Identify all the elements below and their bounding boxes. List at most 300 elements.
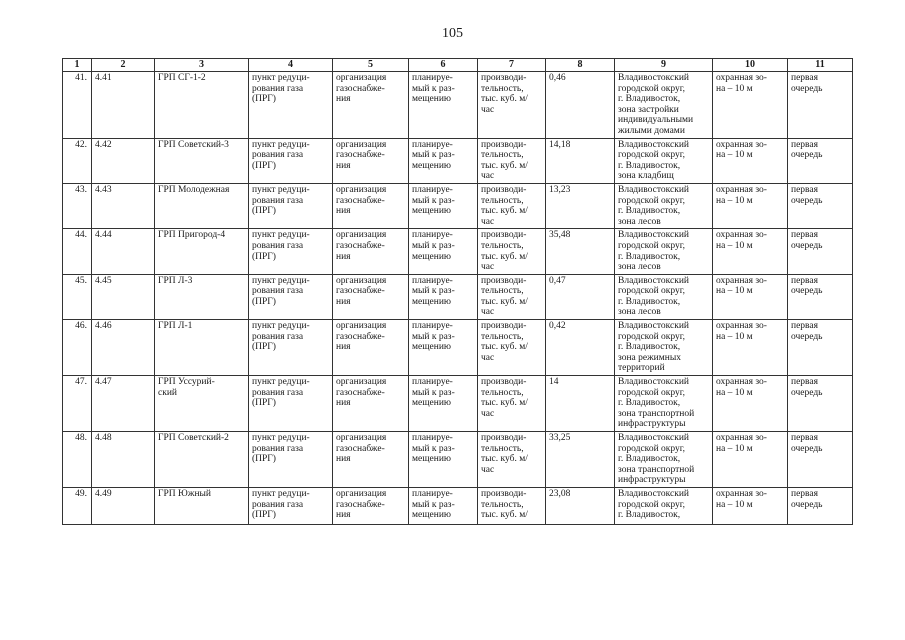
status-text: планируе- xyxy=(412,139,453,150)
location-text: городской округ, xyxy=(618,387,685,398)
object-type-text: (ПРГ) xyxy=(252,206,276,217)
status-cell xyxy=(409,138,478,183)
status-text: мый к раз- xyxy=(412,240,455,251)
purpose-text: ния xyxy=(336,296,351,307)
location-text: городской округ, xyxy=(618,443,685,454)
object-type-cell xyxy=(249,138,333,183)
phase-text: первая xyxy=(791,433,818,443)
characteristic-text: производи- xyxy=(481,377,527,388)
status-text: планируе- xyxy=(412,433,453,443)
object-name-cell xyxy=(155,376,249,432)
status-text: мещению xyxy=(412,94,452,105)
object-code-cell: 4.49 xyxy=(92,487,155,524)
location-cell xyxy=(615,72,713,139)
location-cell xyxy=(615,138,713,183)
object-type-text: (ПРГ) xyxy=(252,398,276,409)
capacity-value-cell: 13,23 xyxy=(546,183,615,228)
status-cell xyxy=(409,183,478,228)
characteristic-text: производи- xyxy=(481,73,527,83)
zone-text: на – 10 м xyxy=(716,443,753,454)
phase-text: очередь xyxy=(791,150,823,161)
status-text: планируе- xyxy=(412,321,453,332)
object-type-text: (ПРГ) xyxy=(252,510,276,521)
capacity-value-cell: 35,48 xyxy=(546,229,615,274)
location-text: г. Владивосток, xyxy=(618,296,681,307)
location-text: зона транспортной xyxy=(618,408,695,419)
location-cell xyxy=(615,229,713,274)
location-text: индивидуальными xyxy=(618,115,694,126)
location-text: зона режимных xyxy=(618,352,681,363)
characteristic-cell xyxy=(478,432,546,488)
row-number-cell: 48. xyxy=(63,432,92,488)
header-row xyxy=(63,59,853,72)
characteristic-text: производи- xyxy=(481,433,527,443)
characteristic-text: час xyxy=(481,262,495,273)
zone-text: на – 10 м xyxy=(716,331,753,342)
characteristic-text: тельность, xyxy=(481,443,524,454)
phase-text: очередь xyxy=(791,83,823,94)
purpose-text: организация xyxy=(336,139,387,150)
zone-text: охранная зо- xyxy=(716,321,767,332)
zone-text: охранная зо- xyxy=(716,377,767,388)
row-number-cell: 46. xyxy=(63,320,92,376)
status-cell xyxy=(409,376,478,432)
table-row xyxy=(63,72,853,139)
object-type-text: рования газа xyxy=(252,331,304,342)
status-text: мый к раз- xyxy=(412,195,455,206)
object-type-text: рования газа xyxy=(252,150,304,161)
zone-text: на – 10 м xyxy=(716,83,753,94)
characteristic-text: тыс. куб. м/ xyxy=(481,342,528,353)
object-type-text: пункт редуци- xyxy=(252,139,310,150)
zone-text: на – 10 м xyxy=(716,150,753,161)
phase-text: первая xyxy=(791,139,818,150)
characteristic-cell xyxy=(478,376,546,432)
purpose-cell xyxy=(333,274,409,319)
table-row xyxy=(63,183,853,228)
capacity-value-cell: 23,08 xyxy=(546,487,615,524)
zone-cell xyxy=(713,72,788,139)
characteristic-text: производи- xyxy=(481,230,527,241)
object-name-text: ГРП Советский-2 xyxy=(158,433,229,443)
purpose-text: организация xyxy=(336,377,387,388)
characteristic-text: час xyxy=(481,216,495,227)
purpose-text: организация xyxy=(336,230,387,241)
purpose-text: ния xyxy=(336,206,351,217)
location-text: г. Владивосток, xyxy=(618,510,681,521)
phase-cell xyxy=(788,432,853,488)
row-number-cell: 49. xyxy=(63,487,92,524)
characteristic-text: тыс. куб. м/ xyxy=(481,251,528,262)
zone-text: на – 10 м xyxy=(716,240,753,251)
object-code-cell: 4.46 xyxy=(92,320,155,376)
object-type-cell xyxy=(249,487,333,524)
status-text: планируе- xyxy=(412,184,453,195)
object-code-cell: 4.41 xyxy=(92,72,155,139)
zone-text: охранная зо- xyxy=(716,73,767,83)
location-text: городской округ, xyxy=(618,499,685,510)
status-text: мещению xyxy=(412,342,452,353)
zone-text: на – 10 м xyxy=(716,195,753,206)
object-name-text: ГРП Уссурий- xyxy=(158,377,215,388)
phase-cell xyxy=(788,138,853,183)
purpose-cell xyxy=(333,138,409,183)
table-row xyxy=(63,432,853,488)
location-text: г. Владивосток, xyxy=(618,160,681,171)
object-name-text: ГРП Л-3 xyxy=(158,275,193,286)
location-text: Владивостокский xyxy=(618,184,689,195)
row-number-cell: 42. xyxy=(63,138,92,183)
phase-text: очередь xyxy=(791,240,823,251)
phase-text: очередь xyxy=(791,286,823,297)
object-code-cell: 4.45 xyxy=(92,274,155,319)
location-cell xyxy=(615,274,713,319)
purpose-text: ния xyxy=(336,94,351,105)
phase-text: первая xyxy=(791,377,818,388)
zone-cell xyxy=(713,138,788,183)
phase-text: первая xyxy=(791,184,818,195)
purpose-text: газоснабже- xyxy=(336,443,385,454)
table-body xyxy=(63,72,853,525)
location-text: Владивостокский xyxy=(618,321,689,332)
object-name-cell xyxy=(155,138,249,183)
zone-cell xyxy=(713,487,788,524)
table-row xyxy=(63,376,853,432)
location-text: Владивостокский xyxy=(618,433,689,443)
location-text: городской округ, xyxy=(618,331,685,342)
status-text: мещению xyxy=(412,398,452,409)
characteristic-text: тыс. куб. м/ xyxy=(481,206,528,217)
phase-text: очередь xyxy=(791,195,823,206)
location-text: г. Владивосток, xyxy=(618,342,681,353)
characteristic-cell xyxy=(478,229,546,274)
purpose-text: газоснабже- xyxy=(336,331,385,342)
object-name-cell xyxy=(155,487,249,524)
purpose-text: ния xyxy=(336,251,351,262)
phase-text: первая xyxy=(791,230,818,241)
object-code-cell: 4.44 xyxy=(92,229,155,274)
zone-cell xyxy=(713,183,788,228)
phase-cell xyxy=(788,72,853,139)
column-header: 8 xyxy=(546,59,615,72)
phase-cell xyxy=(788,487,853,524)
phase-text: первая xyxy=(791,321,818,332)
location-text: Владивостокский xyxy=(618,275,689,286)
phase-text: очередь xyxy=(791,331,823,342)
purpose-cell xyxy=(333,72,409,139)
location-text: Владивостокский xyxy=(618,230,689,241)
location-text: г. Владивосток, xyxy=(618,454,681,465)
location-text: жилыми домами xyxy=(618,125,685,136)
location-text: территорий xyxy=(618,363,665,374)
purpose-text: организация xyxy=(336,321,387,332)
row-number-cell: 44. xyxy=(63,229,92,274)
location-text: городской округ, xyxy=(618,150,685,161)
object-name-text: ГРП Пригород-4 xyxy=(158,230,226,241)
object-type-text: (ПРГ) xyxy=(252,296,276,307)
characteristic-cell xyxy=(478,487,546,524)
status-text: планируе- xyxy=(412,230,453,241)
object-name-text: ГРП Молодежная xyxy=(158,184,230,195)
status-text: мый к раз- xyxy=(412,499,455,510)
column-header: 1 xyxy=(63,59,92,72)
location-text: зона транспортной xyxy=(618,464,695,475)
purpose-cell xyxy=(333,229,409,274)
location-text: г. Владивосток, xyxy=(618,94,681,105)
object-name-text: ГРП Южный xyxy=(158,488,212,499)
purpose-text: газоснабже- xyxy=(336,387,385,398)
characteristic-text: производи- xyxy=(481,488,527,499)
purpose-text: организация xyxy=(336,488,387,499)
object-name-cell xyxy=(155,432,249,488)
characteristic-text: час xyxy=(481,352,495,363)
object-type-text: рования газа xyxy=(252,387,304,398)
location-cell xyxy=(615,376,713,432)
location-text: Владивостокский xyxy=(618,377,689,388)
location-text: городской округ, xyxy=(618,195,685,206)
object-type-text: рования газа xyxy=(252,499,304,510)
zone-text: охранная зо- xyxy=(716,184,767,195)
object-type-text: (ПРГ) xyxy=(252,251,276,262)
status-text: мый к раз- xyxy=(412,150,455,161)
object-name-text: ГРП СГ-1-2 xyxy=(158,73,206,83)
capacity-value-cell: 14,18 xyxy=(546,138,615,183)
characteristic-text: тыс. куб. м/ xyxy=(481,296,528,307)
characteristic-cell xyxy=(478,183,546,228)
zone-cell xyxy=(713,229,788,274)
object-type-text: рования газа xyxy=(252,286,304,297)
object-type-text: (ПРГ) xyxy=(252,342,276,353)
purpose-text: ния xyxy=(336,398,351,409)
zone-text: на – 10 м xyxy=(716,387,753,398)
characteristic-text: час xyxy=(481,307,495,318)
zone-cell xyxy=(713,376,788,432)
table-row xyxy=(63,229,853,274)
location-text: зона лесов xyxy=(618,216,661,227)
characteristic-cell xyxy=(478,320,546,376)
object-name-cell xyxy=(155,72,249,139)
status-text: мещению xyxy=(412,251,452,262)
location-text: Владивостокский xyxy=(618,488,689,499)
object-type-cell xyxy=(249,376,333,432)
characteristic-text: тыс. куб. м/ xyxy=(481,510,528,521)
location-text: зона кладбищ xyxy=(618,171,674,182)
object-code-cell: 4.43 xyxy=(92,183,155,228)
phase-cell xyxy=(788,229,853,274)
row-number-cell: 43. xyxy=(63,183,92,228)
characteristic-text: производи- xyxy=(481,139,527,150)
purpose-cell xyxy=(333,376,409,432)
object-name-text: ский xyxy=(158,387,177,398)
status-cell xyxy=(409,229,478,274)
location-text: городской округ, xyxy=(618,286,685,297)
location-text: г. Владивосток, xyxy=(618,398,681,409)
object-type-text: рования газа xyxy=(252,83,304,94)
column-header: 3 xyxy=(155,59,249,72)
status-text: мещению xyxy=(412,296,452,307)
page-number: 105 xyxy=(442,26,463,41)
zone-text: на – 10 м xyxy=(716,286,753,297)
phase-text: первая xyxy=(791,73,818,83)
purpose-cell xyxy=(333,432,409,488)
column-header: 4 xyxy=(249,59,333,72)
column-header: 10 xyxy=(713,59,788,72)
row-number-cell: 45. xyxy=(63,274,92,319)
location-text: Владивостокский xyxy=(618,139,689,150)
status-text: мый к раз- xyxy=(412,286,455,297)
status-text: мый к раз- xyxy=(412,83,455,94)
column-header: 11 xyxy=(788,59,853,72)
status-text: планируе- xyxy=(412,377,453,388)
table-row xyxy=(63,274,853,319)
location-cell xyxy=(615,320,713,376)
zone-text: на – 10 м xyxy=(716,499,753,510)
object-type-text: (ПРГ) xyxy=(252,94,276,105)
status-text: мый к раз- xyxy=(412,331,455,342)
object-name-cell xyxy=(155,229,249,274)
characteristic-text: тельность, xyxy=(481,240,524,251)
phase-cell xyxy=(788,183,853,228)
phase-cell xyxy=(788,274,853,319)
characteristic-text: тельность, xyxy=(481,150,524,161)
location-text: инфраструктуры xyxy=(618,419,686,430)
capacity-value-cell: 0,42 xyxy=(546,320,615,376)
object-name-text: ГРП Л-1 xyxy=(158,321,193,332)
facilities-table xyxy=(62,58,853,525)
object-type-cell xyxy=(249,72,333,139)
location-text: зона застройки xyxy=(618,104,679,115)
characteristic-cell xyxy=(478,138,546,183)
row-number-cell: 47. xyxy=(63,376,92,432)
purpose-text: ния xyxy=(336,454,351,465)
object-type-cell xyxy=(249,183,333,228)
characteristic-text: производи- xyxy=(481,184,527,195)
characteristic-text: час xyxy=(481,171,495,182)
table-row xyxy=(63,320,853,376)
column-header: 2 xyxy=(92,59,155,72)
location-text: зона лесов xyxy=(618,262,661,273)
status-cell xyxy=(409,72,478,139)
characteristic-text: тыс. куб. м/ xyxy=(481,160,528,171)
object-type-cell xyxy=(249,320,333,376)
object-name-cell xyxy=(155,274,249,319)
object-type-text: рования газа xyxy=(252,443,304,454)
purpose-text: газоснабже- xyxy=(336,240,385,251)
phase-cell xyxy=(788,376,853,432)
characteristic-text: тыс. куб. м/ xyxy=(481,454,528,465)
column-header: 5 xyxy=(333,59,409,72)
zone-text: охранная зо- xyxy=(716,275,767,286)
phase-cell xyxy=(788,320,853,376)
object-type-cell xyxy=(249,229,333,274)
capacity-value-cell: 0,47 xyxy=(546,274,615,319)
status-text: планируе- xyxy=(412,488,453,499)
characteristic-text: час xyxy=(481,408,495,419)
status-text: мый к раз- xyxy=(412,443,455,454)
capacity-value-cell: 33,25 xyxy=(546,432,615,488)
object-type-text: пункт редуци- xyxy=(252,184,310,195)
object-code-cell: 4.47 xyxy=(92,376,155,432)
object-type-text: пункт редуци- xyxy=(252,275,310,286)
capacity-value-cell: 14 xyxy=(546,376,615,432)
object-type-text: рования газа xyxy=(252,195,304,206)
object-code-cell: 4.42 xyxy=(92,138,155,183)
purpose-cell xyxy=(333,487,409,524)
zone-text: охранная зо- xyxy=(716,139,767,150)
purpose-text: газоснабже- xyxy=(336,286,385,297)
purpose-text: газоснабже- xyxy=(336,195,385,206)
phase-text: первая xyxy=(791,488,818,499)
location-cell xyxy=(615,432,713,488)
object-type-text: пункт редуци- xyxy=(252,488,310,499)
object-type-text: пункт редуци- xyxy=(252,230,310,241)
purpose-text: газоснабже- xyxy=(336,83,385,94)
characteristic-cell xyxy=(478,274,546,319)
phase-text: первая xyxy=(791,275,818,286)
object-type-text: пункт редуци- xyxy=(252,73,310,83)
location-text: Владивостокский xyxy=(618,73,689,83)
status-cell xyxy=(409,320,478,376)
column-header: 7 xyxy=(478,59,546,72)
zone-text: охранная зо- xyxy=(716,433,767,443)
zone-cell xyxy=(713,432,788,488)
status-text: планируе- xyxy=(412,275,453,286)
object-name-cell xyxy=(155,183,249,228)
status-cell xyxy=(409,274,478,319)
status-cell xyxy=(409,487,478,524)
location-text: г. Владивосток, xyxy=(618,251,681,262)
zone-text: охранная зо- xyxy=(716,488,767,499)
status-text: мещению xyxy=(412,510,452,521)
status-cell xyxy=(409,432,478,488)
purpose-text: газоснабже- xyxy=(336,499,385,510)
status-text: мещению xyxy=(412,454,452,465)
table-row xyxy=(63,487,853,524)
purpose-text: организация xyxy=(336,73,387,83)
characteristic-text: тельность, xyxy=(481,499,524,510)
purpose-text: газоснабже- xyxy=(336,150,385,161)
characteristic-text: тыс. куб. м/ xyxy=(481,398,528,409)
object-type-text: (ПРГ) xyxy=(252,160,276,171)
characteristic-text: тельность, xyxy=(481,195,524,206)
characteristic-text: тельность, xyxy=(481,286,524,297)
location-cell xyxy=(615,183,713,228)
characteristic-text: тельность, xyxy=(481,331,524,342)
status-text: мый к раз- xyxy=(412,387,455,398)
phase-text: очередь xyxy=(791,387,823,398)
object-name-text: ГРП Советский-3 xyxy=(158,139,229,150)
column-header: 6 xyxy=(409,59,478,72)
status-text: мещению xyxy=(412,206,452,217)
characteristic-text: производи- xyxy=(481,275,527,286)
purpose-text: организация xyxy=(336,433,387,443)
zone-text: охранная зо- xyxy=(716,230,767,241)
characteristic-text: тельность, xyxy=(481,387,524,398)
phase-text: очередь xyxy=(791,443,823,454)
object-name-cell xyxy=(155,320,249,376)
object-type-text: пункт редуци- xyxy=(252,377,310,388)
location-text: городской округ, xyxy=(618,83,685,94)
purpose-text: ния xyxy=(336,510,351,521)
object-type-cell xyxy=(249,274,333,319)
zone-cell xyxy=(713,274,788,319)
object-type-text: (ПРГ) xyxy=(252,454,276,465)
status-text: мещению xyxy=(412,160,452,171)
location-cell xyxy=(615,487,713,524)
purpose-text: ния xyxy=(336,160,351,171)
purpose-cell xyxy=(333,183,409,228)
purpose-text: организация xyxy=(336,275,387,286)
